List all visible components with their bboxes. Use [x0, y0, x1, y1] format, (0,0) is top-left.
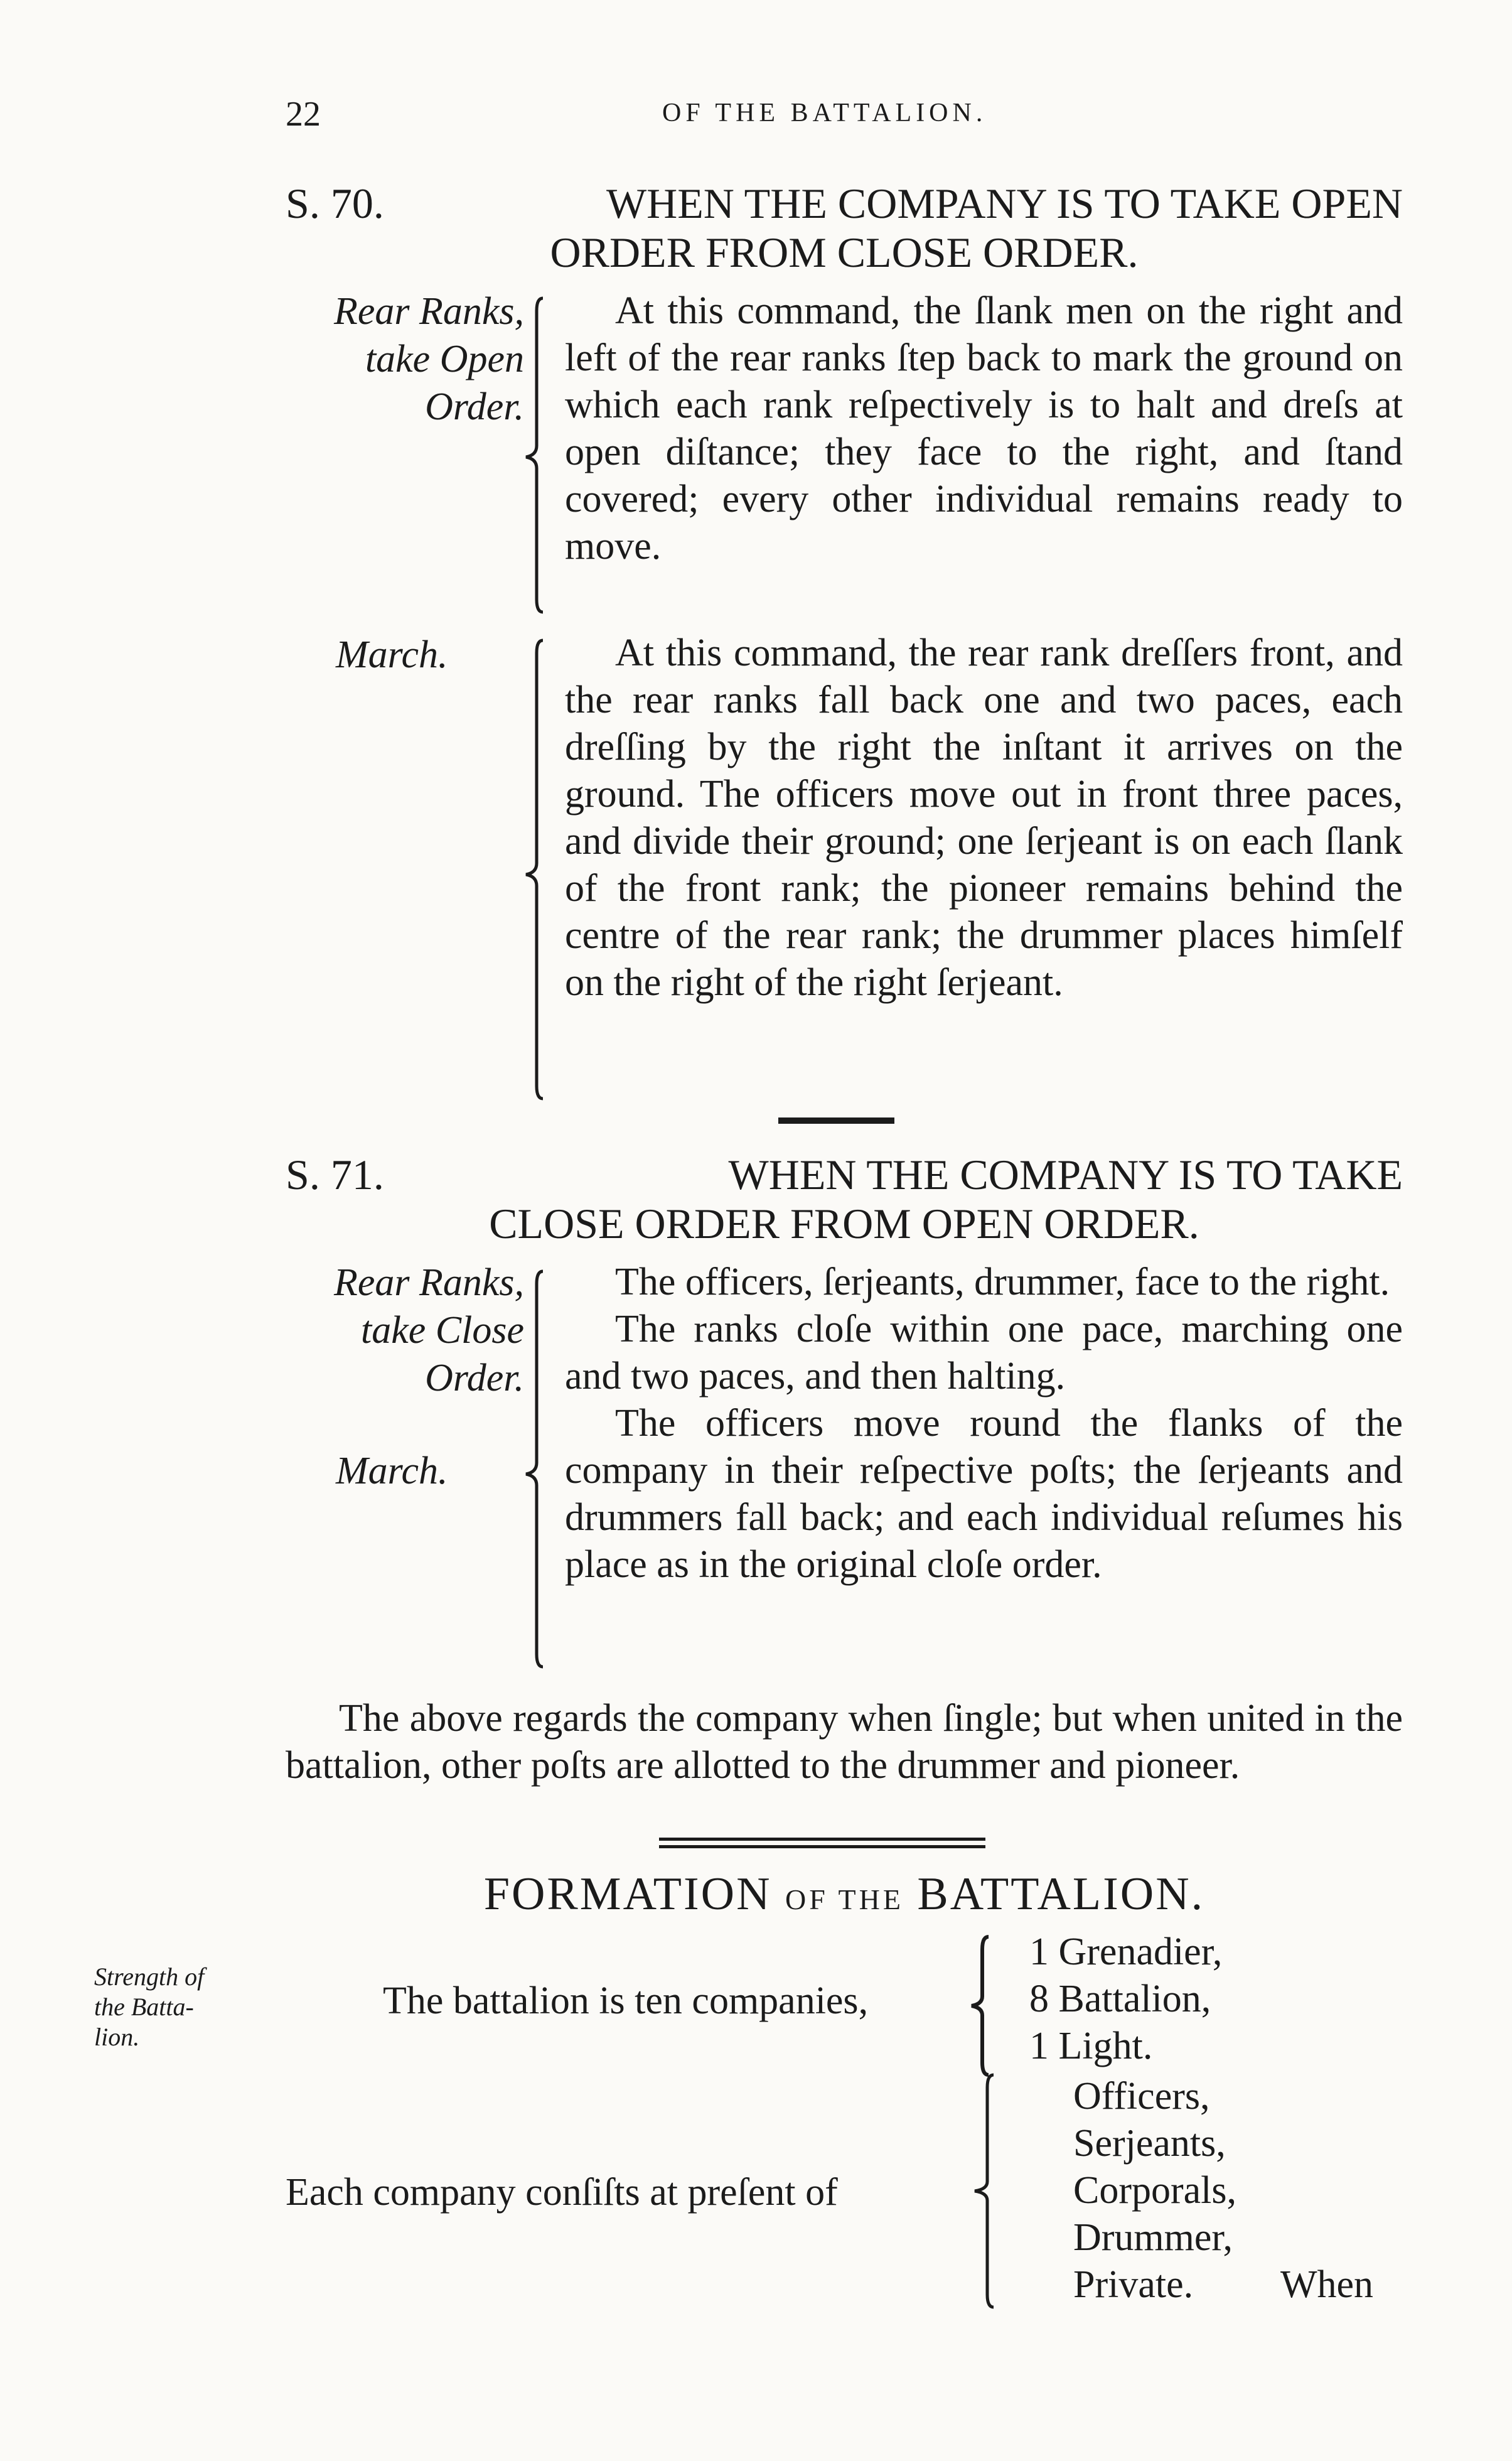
- section-70-command-2: March.: [336, 633, 448, 676]
- list-item: Serjeants,: [1073, 2122, 1226, 2165]
- page-number: 22: [286, 95, 321, 134]
- brace: [515, 1268, 552, 1670]
- list-item: 1 Light.: [1029, 2025, 1153, 2067]
- brace: [963, 2072, 1001, 2310]
- company-text: Each company conſiſts at preſent of: [286, 2171, 838, 2214]
- paragraph: At this command, the ſlank men on the right and left of the rear ranks ſtep back to mark the ground on which each rank reſpectively is to halt and dreſs at open diſtance; they face to the right, and ſtand covered; every other individual remains ready to move.: [565, 289, 1403, 568]
- command-line: Order.: [425, 385, 524, 428]
- list-item: 8 Battalion,: [1029, 1978, 1211, 2020]
- command-line: Order.: [425, 1357, 524, 1399]
- double-rule-top: [659, 1838, 985, 1841]
- section-71-command-1: [286, 1259, 524, 1402]
- paragraph: The officers move round the flanks of the company in their reſpective poſts; the ſerjeants and drummers fall back; and each individual reſumes his place as in the original cloſe order.: [565, 1402, 1403, 1586]
- closing-paragraph: [286, 1695, 1403, 1789]
- formation-heading: [286, 1868, 1403, 1921]
- section-71-body: [565, 1259, 1403, 1588]
- battalion-text: The battalion is ten companies,: [383, 1979, 869, 2022]
- list-item: Officers,: [1073, 2075, 1210, 2118]
- section-71-number: S. 71.: [286, 1151, 384, 1198]
- double-rule-bottom: [659, 1845, 985, 1848]
- list-item: Corporals,: [1073, 2169, 1237, 2212]
- paragraph: At this command, the rear rank dreſſers front, and the rear ranks fall back one and two paces, each dreſſing by the right the inſtant it arrives on the ground. The officers move out in front three paces, and divide their ground; one ſerjeant is on each ſlank of the front rank; the pioneer remains behind the centre of the rear rank; the drummer places himſelf on the right of the right ſerjeant.: [565, 632, 1403, 1004]
- formation-heading-mid: OF THE: [785, 1883, 904, 1915]
- command-line: take Open: [365, 338, 524, 380]
- catchword: When: [1280, 2263, 1374, 2306]
- running-head: [286, 94, 1403, 151]
- section-70-para-1: [565, 288, 1403, 570]
- section-71-title-line2: CLOSE ORDER FROM OPEN ORDER.: [489, 1200, 1199, 1247]
- section-71-command-2: March.: [336, 1450, 448, 1492]
- battalion-list: [1029, 1929, 1222, 2070]
- section-71-title-line1: WHEN THE COMPANY IS TO TAKE: [728, 1151, 1403, 1198]
- paragraph: The above regards the company when ſingle; but when united in the battalion, other poſts are allotted to the drummer and pioneer.: [286, 1697, 1403, 1787]
- paragraph: The ranks cloſe within one pace, marching one and two paces, and then halting.: [565, 1308, 1403, 1397]
- section-70-command-1: [286, 288, 524, 431]
- brace: [960, 1934, 998, 2078]
- margin-note-line: lion.: [94, 2023, 140, 2051]
- margin-note-line: the Batta-: [94, 1993, 194, 2021]
- list-item: Private.: [1073, 2263, 1194, 2306]
- section-70-title: [286, 179, 1403, 277]
- formation-heading-left: FORMATION: [483, 1868, 772, 1920]
- brace: [515, 295, 552, 615]
- running-title: OF THE BATTALION.: [662, 99, 987, 127]
- section-70-title-line2: ORDER FROM CLOSE ORDER.: [550, 229, 1139, 276]
- margin-note: [94, 1962, 301, 2052]
- formation-heading-right: BATTALION.: [917, 1868, 1205, 1920]
- section-70-title-line1: WHEN THE COMPANY IS TO TAKE OPEN: [606, 180, 1403, 227]
- command-line: take Close: [361, 1309, 524, 1352]
- command-line: Rear Ranks,: [333, 290, 524, 333]
- list-item: 1 Grenadier,: [1029, 1931, 1223, 1973]
- margin-note-line: Strength of: [94, 1963, 205, 1991]
- company-list: [1073, 2073, 1236, 2308]
- section-70-para-2: [565, 630, 1403, 1006]
- section-71-title: [286, 1150, 1403, 1248]
- paragraph: The officers, ſerjeants, drummer, face to the right.: [615, 1261, 1390, 1303]
- section-70-number: S. 70.: [286, 180, 384, 227]
- brace: [515, 637, 552, 1102]
- list-item: Drummer,: [1073, 2216, 1233, 2259]
- section-divider: [778, 1117, 894, 1124]
- command-line: Rear Ranks,: [333, 1261, 524, 1304]
